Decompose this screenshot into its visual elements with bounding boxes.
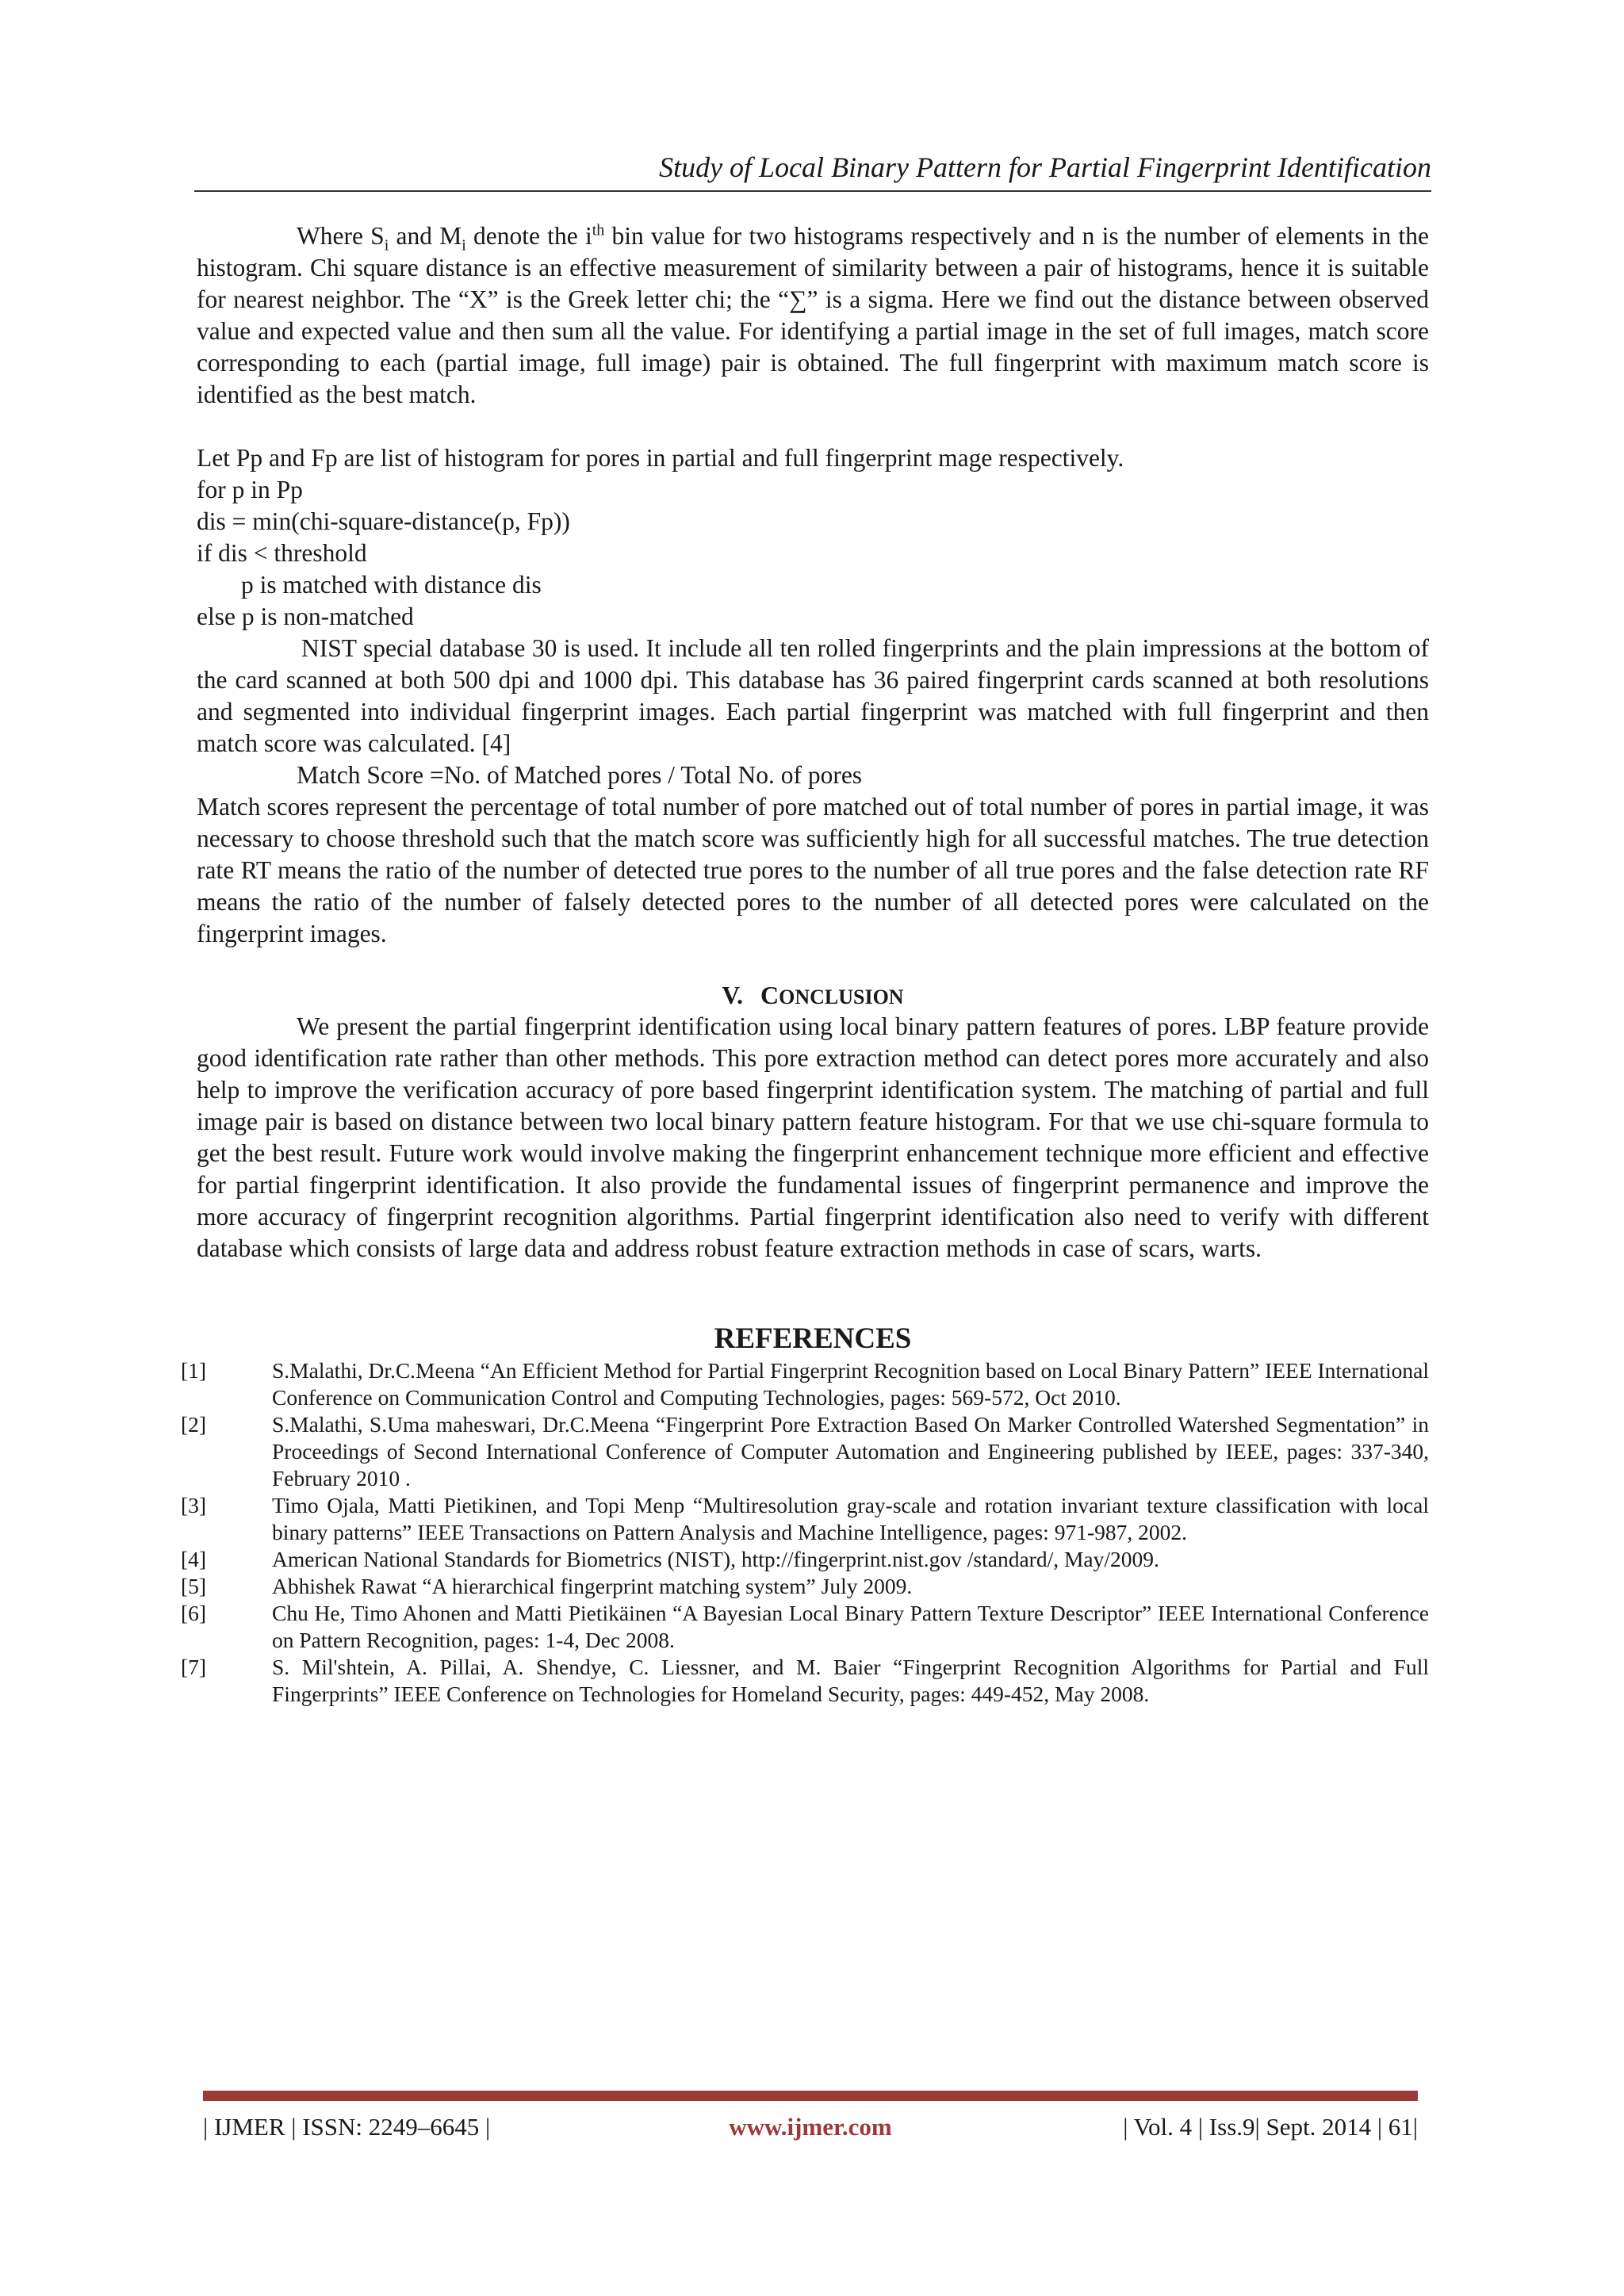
reference-text: Chu He, Timo Ahonen and Matti Pietikäinen “A Bayesian Local Binary Pattern Texture Descriptor” IEEE International Conference on Pattern Recognition, pages: 1-4, Dec 2008.: [272, 1601, 1429, 1652]
conclusion-heading: [197, 979, 1429, 1013]
algorithm-line: if dis < threshold: [197, 539, 367, 567]
algorithm-intro: Let Pp and Fp are list of histogram for pores in partial and full fingerprint mage respectively.: [197, 444, 1124, 472]
reference-text: American National Standards for Biometrics (NIST), http://fingerprint.nist.gov /standard/, May/2009.: [272, 1547, 1159, 1571]
reference-text: Abhishek Rawat “A hierarchical fingerprint matching system” July 2009.: [272, 1574, 913, 1598]
match-score-formula: Match Score =No. of Matched pores / Total No. of pores: [297, 761, 863, 789]
algorithm-line: dis = min(chi-square-distance(p, Fp)): [197, 507, 570, 535]
reference-item: [181, 1600, 1429, 1654]
subscript-i: i: [462, 236, 466, 254]
database-paragraph: NIST special database 30 is used. It include all ten rolled fingerprints and the plain impressions at the bottom of the card scanned at both 500 dpi and 1000 dpi. This database has 36 paired fingerprint cards scanned at both resolutions and segmented into individual fingerprint images. Each partial fingerprint was matched with full fingerprint and then match score was calculated. [4]: [197, 634, 1429, 757]
matching-algorithm: [197, 442, 1429, 633]
reference-text: S. Mil'shtein, A. Pillai, A. Shendye, C. Liessner, and M. Baier “Fingerprint Recognition Algorithms for Partial and Full Fingerprints” IEEE Conference on Technologies for Homeland Security, pages: 449-452, May 2008.: [272, 1655, 1429, 1706]
header-rule: [194, 190, 1431, 192]
text-segment: Where S: [297, 222, 385, 250]
reference-number: [4]: [181, 1547, 207, 1571]
journal-website-link[interactable]: www.ijmer.com: [729, 2113, 892, 2141]
volume-issue-page: | Vol. 4 | Iss.9| Sept. 2014 | 61|: [1123, 2113, 1418, 2141]
reference-item: [181, 1573, 1429, 1600]
main-body: [197, 220, 1429, 950]
reference-number: [2]: [181, 1412, 207, 1437]
text-segment: and M: [389, 222, 462, 250]
reference-number: [5]: [181, 1574, 207, 1598]
reference-text: Timo Ojala, Matti Pietikinen, and Topi Menp “Multiresolution gray-scale and rotation invariant texture classification with local binary patterns” IEEE Transactions on Pattern Analysis and Machine Intelligence, pages: 971-987, 2002.: [272, 1493, 1429, 1544]
subscript-i: i: [384, 236, 389, 254]
algorithm-line: for p in Pp: [197, 476, 303, 503]
conclusion-body: [197, 1011, 1429, 1265]
reference-number: [3]: [181, 1493, 207, 1517]
footer-bar: [203, 2091, 1418, 2101]
reference-item: [181, 1654, 1429, 1708]
references-list: [181, 1357, 1429, 1708]
conclusion-paragraph: We present the partial fingerprint identification using local binary pattern features of pores. LBP feature provide good identification rate rather than other methods. This pore extraction method can detect pores more accurately and also help to improve the verification accuracy of pore based fingerprint identification system. The matching of partial and full image pair is based on distance between two local binary pattern feature histogram. For that we use chi-square formula to get the best result. Future work would involve making the fingerprint enhancement technique more efficient and effective for partial fingerprint identification. It also provide the fundamental issues of fingerprint permanence and improve the more accuracy of fingerprint recognition algorithms. Partial fingerprint identification also need to verify with different database which consists of large data and address robust feature extraction methods in case of scars, warts.: [197, 1012, 1429, 1262]
reference-text: S.Malathi, S.Uma maheswari, Dr.C.Meena “Fingerprint Pore Extraction Based On Marker Controlled Watershed Segmentation” in Proceedings of Second International Conference of Computer Automation and Engineering published by IEEE, pages: 337-340, February 2010 .: [272, 1412, 1429, 1490]
reference-number: [1]: [181, 1358, 207, 1383]
section-title-rest: ONCLUSION: [779, 985, 904, 1008]
references-heading: REFERENCES: [714, 1322, 912, 1355]
running-title: Study of Local Binary Pattern for Partial Fingerprint Identification: [659, 151, 1431, 183]
histogram-paragraph: [197, 220, 1429, 411]
reference-item: [181, 1411, 1429, 1492]
reference-text: S.Malathi, Dr.C.Meena “An Efficient Method for Partial Fingerprint Recognition based on Local Binary Pattern” IEEE International Conference on Communication Control and Computing Technologies, pages: 569-572, Oct 2010.: [272, 1358, 1429, 1410]
section-title-initial: C: [760, 981, 779, 1009]
superscript-th: th: [592, 221, 605, 239]
algorithm-line: p is matched with distance dis: [241, 571, 542, 599]
section-number: V.: [722, 982, 743, 1009]
text-segment: bin value for two histograms respectively and n is the number of elements in the histogram. Chi square distance is an effective measurement of similarity between a pair of histograms, hence it is suitable for nearest neighbor. The “X” is the Greek letter chi; the “∑” is a sigma. Here we find out the distance between observed value and expected value and then sum all the value. For identifying a partial image in the set of full images, match score corresponding to each (partial image, full image) pair is obtained. The full fingerprint with maximum match score is identified as the best match.: [197, 222, 1429, 408]
reference-number: [7]: [181, 1655, 207, 1679]
text-segment: denote the i: [465, 222, 592, 250]
reference-item: [181, 1492, 1429, 1546]
paragraph-gap: [197, 411, 1429, 442]
algorithm-line: else p is non-matched: [197, 603, 414, 630]
reference-item: [181, 1546, 1429, 1573]
journal-issn: | IJMER | ISSN: 2249–6645 |: [203, 2113, 491, 2141]
reference-number: [6]: [181, 1601, 207, 1625]
detection-rate-paragraph: Match scores represent the percentage of total number of pore matched out of total number of pores in partial image, it was necessary to choose threshold such that the match score was sufficiently high for all successful matches. The true detection rate RT means the ratio of the number of detected true pores to the number of all true pores and the false detection rate RF means the ratio of the number of falsely detected pores to the number of all detected pores were calculated on the fingerprint images.: [197, 793, 1429, 947]
reference-item: [181, 1357, 1429, 1411]
